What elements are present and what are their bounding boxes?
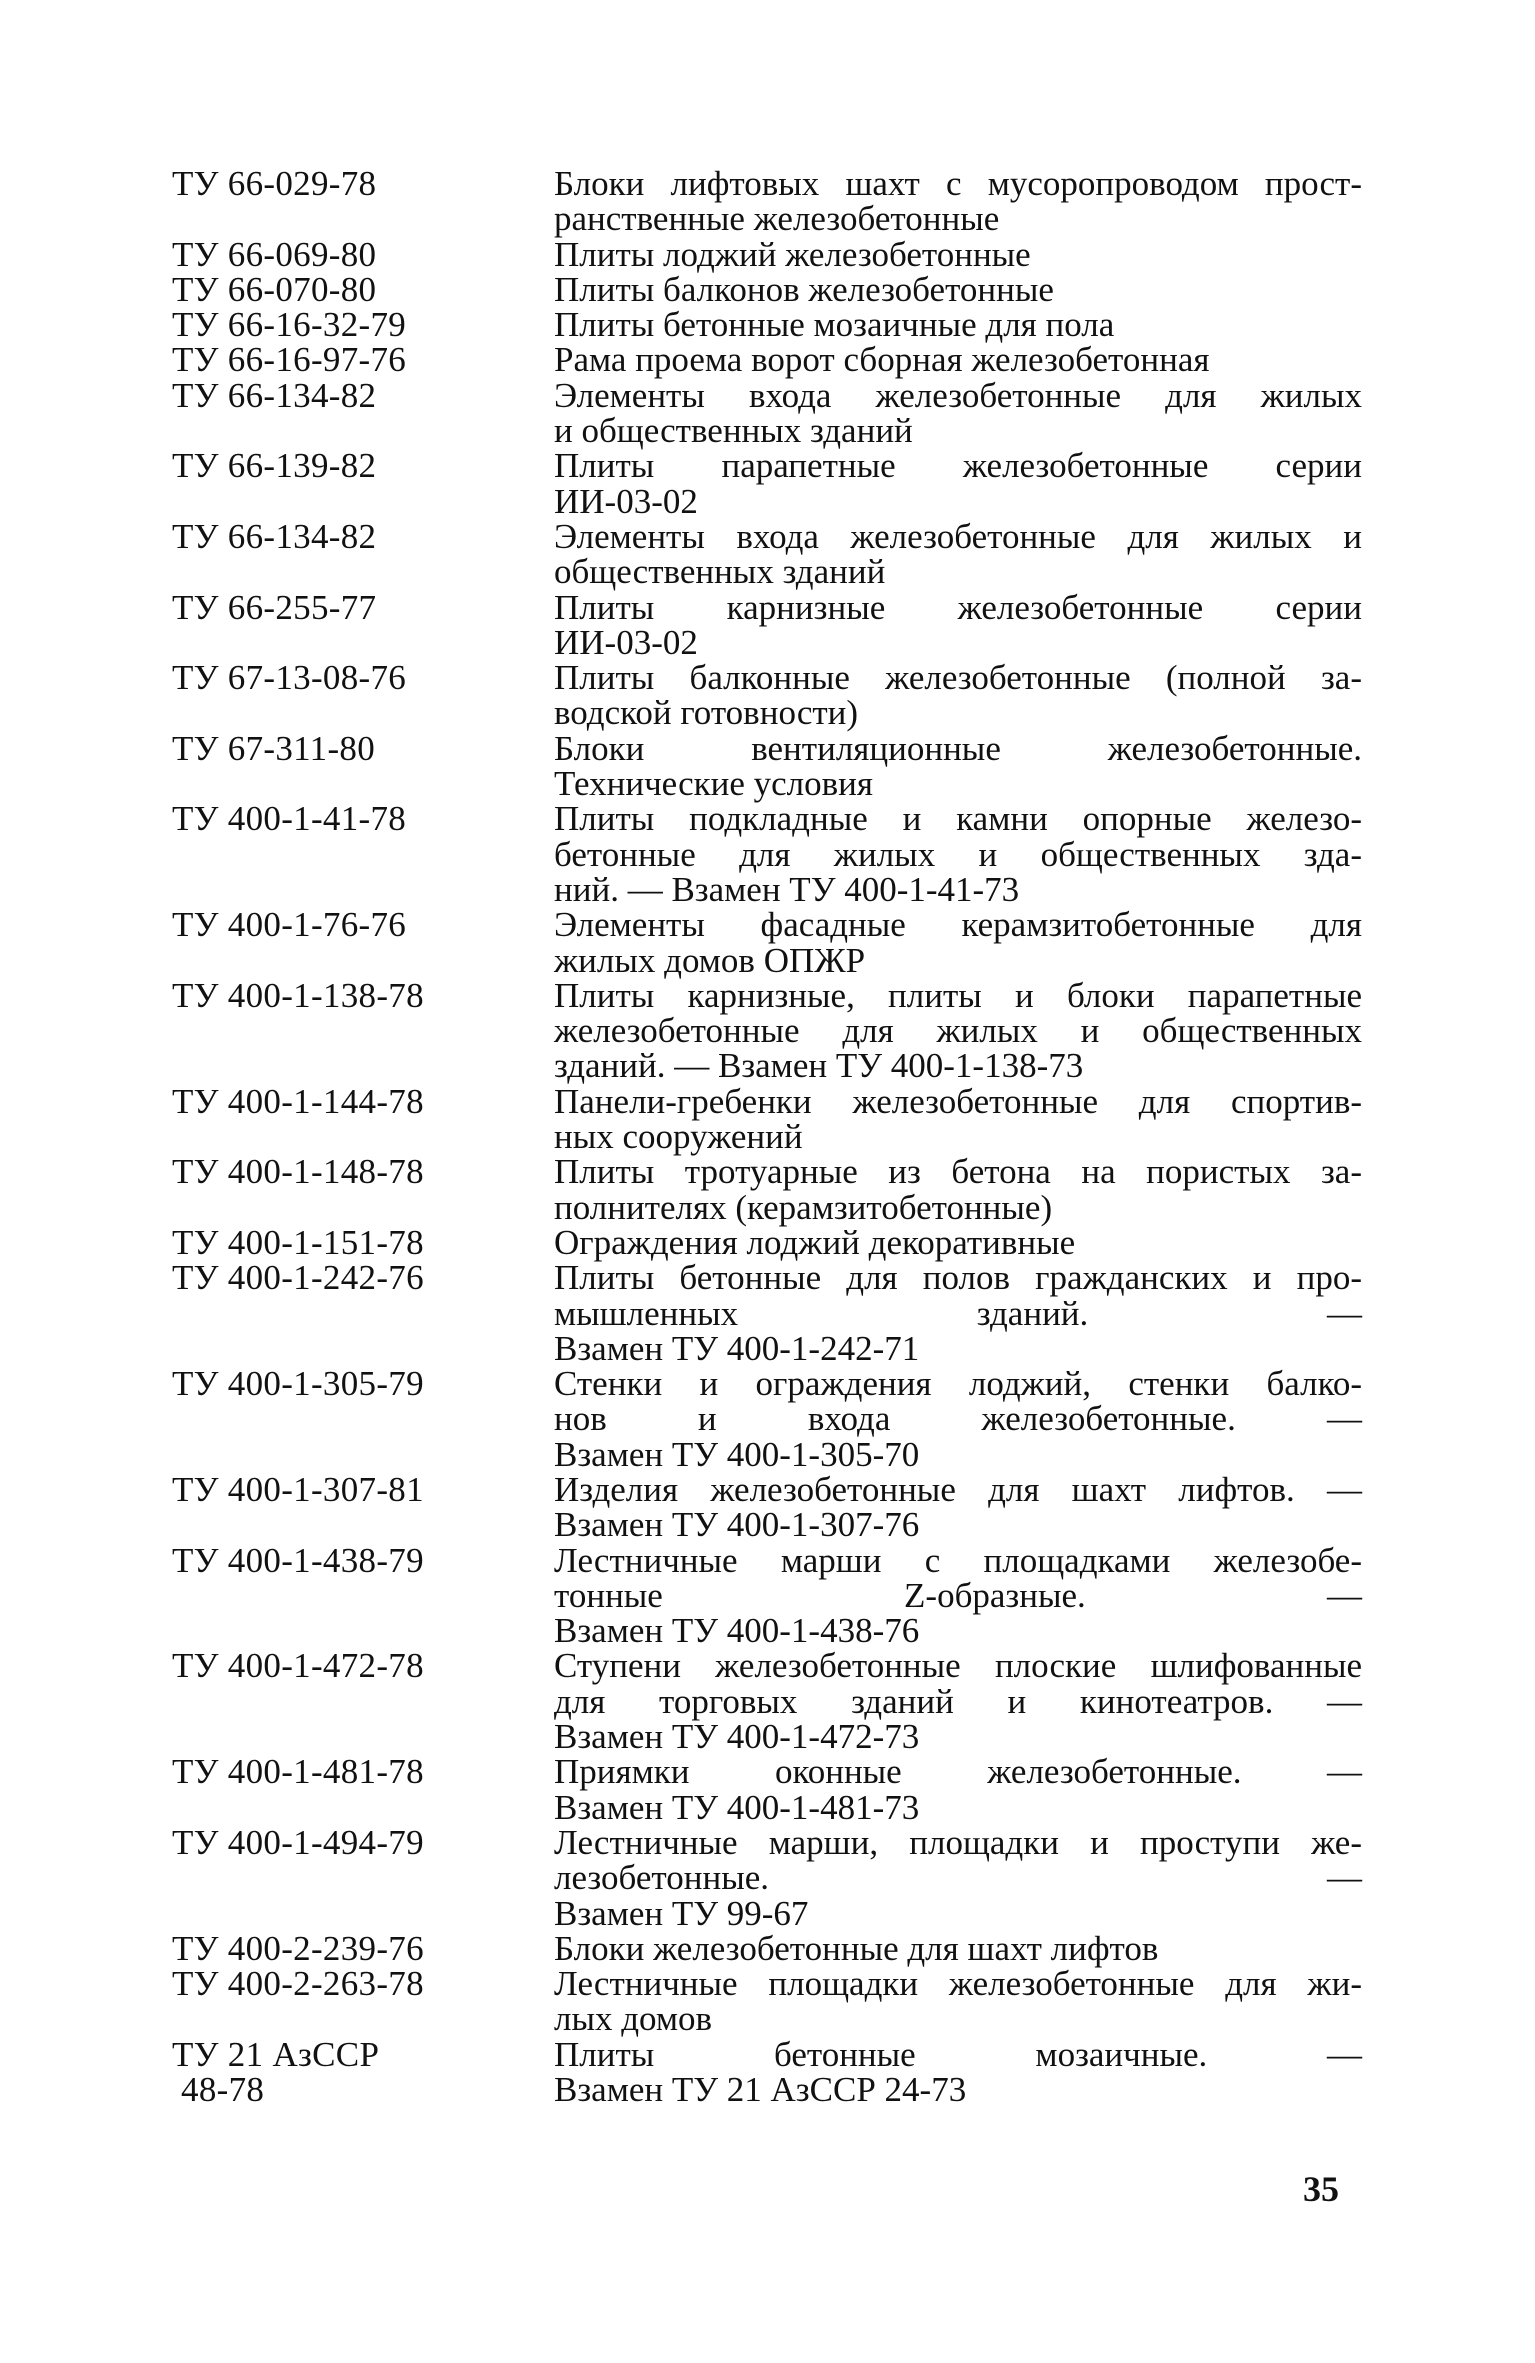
standard-code-line: ТУ 400-1-41-78 [172,799,407,839]
description-line: Плиты лоджий железобетонные [554,234,1031,274]
standard-code-line: ТУ 400-2-263-78 [172,1964,424,2004]
standard-description [554,907,1362,978]
standard-code-line: ТУ 400-1-307-81 [172,1469,424,1509]
standard-code-line: ТУ 66-070-80 [172,269,377,309]
standard-entry [172,1540,1362,1651]
standard-code [172,728,554,768]
standard-code [172,975,554,1015]
standard-entry [172,801,1362,907]
standard-entry [172,728,1362,804]
standard-description [554,1260,1362,1366]
standard-code [172,1540,554,1580]
standard-description [554,1222,1362,1262]
standard-code-line: ТУ 21 АзССР [172,2034,380,2074]
standard-code-line: ТУ 66-069-80 [172,234,377,274]
standard-description [554,166,1362,237]
description-line: ИИ-03-02 [554,481,698,521]
description-line: Плиты балконов железобетонные [554,269,1054,309]
description-line: для торговых зданий и кинотеатров. — [554,1681,1362,1721]
standard-description [554,375,1362,451]
standard-entry [172,975,1362,1086]
standard-code-line: ТУ 400-1-138-78 [172,975,424,1015]
standard-code-line: ТУ 400-1-148-78 [172,1152,424,1192]
standard-description [554,340,1362,380]
standard-description [554,1928,1362,1968]
standard-code [172,1928,554,1968]
standard-entry [172,269,1362,309]
standard-entry [172,1646,1362,1757]
description-line: Плиты карнизные железобетонные серии [554,587,1362,627]
standard-code [172,516,554,556]
standard-description [554,1366,1362,1472]
standard-entry [172,1154,1362,1225]
standard-code [172,1822,554,1862]
description-line: Технические условия [554,764,873,804]
description-line: Лестничные марши, площадки и проступи же- [554,1822,1362,1862]
standard-code-line: ТУ 66-255-77 [172,587,377,627]
standard-entry [172,2034,1362,2110]
description-line: тонные Z-образные. — [554,1575,1362,1615]
description-line: Рама проема ворот сборная железобетонная [554,340,1210,380]
standard-code [172,1646,554,1686]
standard-description [554,1081,1362,1157]
description-line: Плиты тротуарные из бетона на пористых за- [554,1152,1362,1192]
standard-code-line: ТУ 66-134-82 [172,375,377,415]
description-line: Плиты бетонные мозаичные. — [554,2034,1362,2074]
standard-code-line: ТУ 400-1-438-79 [172,1540,424,1580]
standard-code [172,375,554,415]
description-line: Блоки вентиляционные железобетонные. [554,728,1362,768]
standard-code-line: ТУ 66-134-82 [172,516,377,556]
description-line: Ограждения лоджий декоративные [554,1222,1076,1262]
standard-code [172,1152,554,1192]
standard-code [172,166,554,201]
standard-description [554,1822,1362,1933]
standard-code-line: ТУ 66-16-32-79 [172,305,407,345]
description-line: ИИ-03-02 [554,622,698,662]
standard-code [172,658,554,698]
standard-code-line: ТУ 400-1-242-76 [172,1258,424,1298]
standard-entry [172,1081,1362,1157]
standard-description [554,269,1362,309]
standard-entry [172,1222,1362,1262]
standard-entry [172,305,1362,345]
standard-code [172,1752,554,1792]
description-line: Панели-гребенки железобетонные для спортив- [554,1081,1362,1121]
description-line: Взамен ТУ 400-1-305-70 [554,1434,920,1474]
standard-code [172,1469,554,1509]
standard-code-line: ТУ 400-1-144-78 [172,1081,424,1121]
description-line: Ступени железобетонные плоские шлифованные [554,1646,1362,1686]
standard-description [554,516,1362,592]
standard-description [554,801,1362,907]
standard-entry [172,587,1362,662]
description-line: водской готовности) [554,693,859,733]
standard-code [172,269,554,309]
description-line: Элементы фасадные керамзитобетонные для [554,905,1362,945]
description-line: Взамен ТУ 400-1-472-73 [554,1717,920,1757]
description-line: Взамен ТУ 99-67 [554,1893,809,1933]
description-line: Взамен ТУ 400-1-438-76 [554,1611,920,1651]
description-line: Блоки железобетонные для шахт лифтов [554,1928,1159,1968]
description-line: лезобетонные. — [554,1858,1362,1898]
standard-entry [172,166,1362,237]
description-line: Плиты бетонные мозаичные для пола [554,305,1115,345]
standard-code-line: ТУ 400-2-239-76 [172,1928,424,1968]
description-line: Плиты парапетные железобетонные серии [554,446,1362,486]
standard-code-line: ТУ 400-1-494-79 [172,1822,424,1862]
standard-description [554,2034,1362,2110]
description-line: зданий. — Взамен ТУ 400-1-138-73 [554,1046,1084,1086]
standard-entry [172,234,1362,274]
standard-code-line: ТУ 400-1-481-78 [172,1752,424,1792]
standard-code [172,305,554,345]
description-line: и общественных зданий [554,411,913,451]
description-line: Стенки и ограждения лоджий, стенки балко- [554,1364,1362,1404]
description-line: Плиты подкладные и камни опорные железо- [554,799,1362,839]
description-line: Блоки лифтовых шахт с мусоропроводом прост- [554,164,1362,203]
description-line: Плиты карнизные, плиты и блоки парапетные [554,975,1362,1015]
standard-code-line: ТУ 400-1-76-76 [172,905,407,945]
description-line: Взамен ТУ 400-1-242-71 [554,1328,920,1368]
standard-entry [172,340,1362,380]
page-number: 35 [1303,2169,1339,2209]
standard-code-line: 48-78 [172,2070,265,2110]
description-line: Взамен ТУ 400-1-307-76 [554,1505,920,1545]
standard-entry [172,1928,1362,1968]
description-line: нов и входа железобетонные. — [554,1399,1362,1439]
standard-code [172,340,554,380]
standard-description [554,1754,1362,1825]
standard-entry [172,1754,1362,1825]
standards-list [172,164,1362,2110]
standard-code-line: ТУ 66-16-97-76 [172,340,407,380]
standard-entry [172,375,1362,451]
description-line: ных сооружений [554,1117,803,1157]
standard-description [554,587,1362,662]
description-line: мышленных зданий. — [554,1293,1362,1333]
standard-code [172,1222,554,1262]
description-line: лых домов [554,1999,713,2039]
standard-entry [172,1366,1362,1472]
standard-description [554,728,1362,804]
standard-code [172,1964,554,2004]
standard-entry [172,907,1362,978]
description-line: Приямки оконные железобетонные. — [554,1752,1362,1792]
standard-entry [172,1822,1362,1933]
standard-code [172,2034,554,2110]
standard-description [554,1646,1362,1757]
description-line: Взамен ТУ 21 АзССР 24-73 [554,2070,967,2110]
standard-code [172,1258,554,1298]
description-line: Элементы входа железобетонные для жилых и [554,516,1362,556]
description-line: железобетонные для жилых и общественных [554,1011,1362,1051]
description-line: Элементы входа железобетонные для жилых [554,375,1362,415]
description-line: ний. — Взамен ТУ 400-1-41-73 [554,869,1020,909]
standard-description [554,234,1362,274]
standard-code [172,799,554,839]
description-line: Плиты бетонные для полов гражданских и про- [554,1258,1362,1298]
standard-code [172,234,554,274]
standard-code [172,905,554,945]
standard-entry [172,1966,1362,2037]
standard-description [554,1154,1362,1225]
standard-code-line: ТУ 67-311-80 [172,728,376,768]
description-line: Взамен ТУ 400-1-481-73 [554,1787,920,1827]
standard-code-line: ТУ 400-1-151-78 [172,1222,424,1262]
standard-code-line: ТУ 66-139-82 [172,446,377,486]
standard-code-line: ТУ 66-029-78 [172,164,377,203]
standard-description [554,975,1362,1086]
standard-code-line: ТУ 67-13-08-76 [172,658,407,698]
standard-description [554,1540,1362,1651]
standard-description [554,448,1362,519]
standard-code-line: ТУ 400-1-472-78 [172,1646,424,1686]
description-line: Изделия железобетонные для шахт лифтов. — [554,1469,1362,1509]
description-line: общественных зданий [554,552,886,592]
standard-code-line: ТУ 400-1-305-79 [172,1364,424,1404]
description-line: Лестничные марши с площадками железобе- [554,1540,1362,1580]
standard-description [554,1966,1362,2037]
description-line: ранственные железобетонные [554,199,1000,239]
standard-code [172,1364,554,1404]
standard-description [554,660,1362,731]
standard-description [554,305,1362,345]
description-line: полнителях (керамзитобетонные) [554,1187,1053,1227]
description-line: жилых домов ОПЖР [554,940,866,980]
standard-description [554,1469,1362,1545]
description-line: Плиты балконные железобетонные (полной за- [554,658,1362,698]
description-line: бетонные для жилых и общественных зда- [554,834,1362,874]
standard-entry [172,660,1362,731]
description-line: Лестничные площадки железобетонные для жи- [554,1964,1362,2004]
standard-entry [172,1469,1362,1545]
standard-code [172,446,554,486]
standard-entry [172,448,1362,519]
standard-entry [172,516,1362,592]
standard-entry [172,1260,1362,1366]
standard-code [172,1081,554,1121]
standard-code [172,587,554,627]
